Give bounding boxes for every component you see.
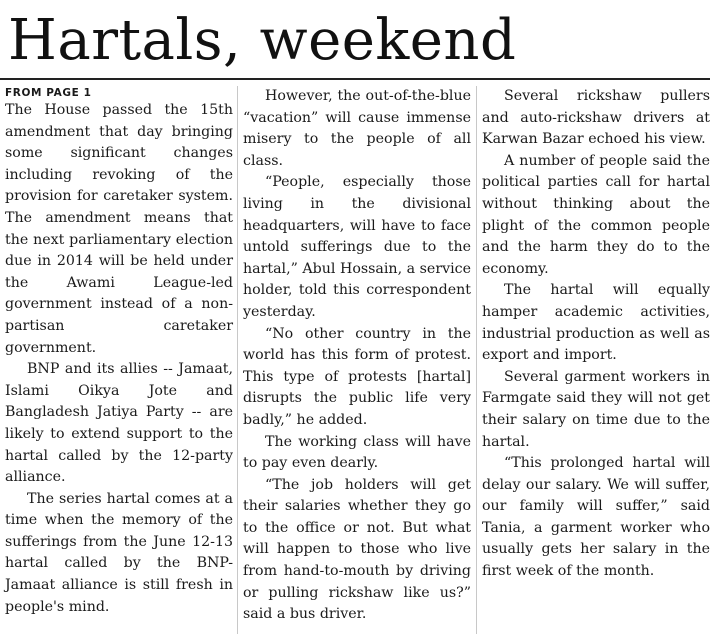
paragraph: Several garment workers in Farmgate said they will not get their salary on time due to the hartal. <box>482 368 710 450</box>
paragraph: “People, especially those living in the divisional headquarters, will have to face untold sufferings due to the hartal,” Abul Hossain, a service holder, told this correspondent yesterday. <box>243 174 471 320</box>
paragraph: “This prolonged hartal will delay our salary. We will suffer, our family will suffer,” said Tania, a garment worker who usually gets her salary in the first week of the month. <box>482 455 710 580</box>
article-column-2 <box>243 86 471 626</box>
from-page-label: FROM PAGE 1 <box>5 87 92 99</box>
headline: Hartals, weekend <box>8 8 517 73</box>
paragraph: The working class will have to pay even dearly. <box>243 433 471 472</box>
paragraph: “The job holders will get their salaries whether they go to the office or not. But what will happen to those who live from hand-to-mouth by driving or pulling rickshaw like us?” said a bus driver. <box>243 476 471 623</box>
column-divider <box>476 86 477 634</box>
paragraph: BNP and its allies -- Jamaat, Islami Oikya Jote and Bangladesh Jatiya Party -- are likely to extend support to the hartal called by the 12-party alliance. <box>5 361 233 486</box>
paragraph: The hartal will equally hamper academic activities, industrial production as well as export and import. <box>482 282 710 364</box>
paragraph: A number of people said the political parties call for hartal without thinking about the plight of the common people and the harm they do to the economy. <box>482 152 710 277</box>
headline-rule <box>0 78 710 80</box>
article-column-1 <box>5 86 233 618</box>
paragraph: However, the out-of-the-blue “vacation” will cause immense misery to the people of all class. <box>243 88 471 169</box>
paragraph: Several rickshaw pullers and auto-rickshaw drivers at Karwan Bazar echoed his view. <box>482 88 710 148</box>
article-column-3 <box>482 86 710 583</box>
paragraph: The House passed the 15th amendment that day bringing some significant changes including revoking of the provision for caretaker system. The amendment means that the next parliamentary election due in 2014 will be held under the Awami League-led government instead of a non-partisan caretaker government. <box>5 102 233 356</box>
paragraph: The series hartal comes at a time when the memory of the sufferings from the June 12-13 hartal called by the BNP-Jamaat alliance is still fresh in people's mind. <box>5 490 233 615</box>
paragraph: “No other country in the world has this form of protest. This type of protests [hartal] disrupts the public life very badly,” he added. <box>243 325 471 428</box>
column-divider <box>237 86 238 634</box>
